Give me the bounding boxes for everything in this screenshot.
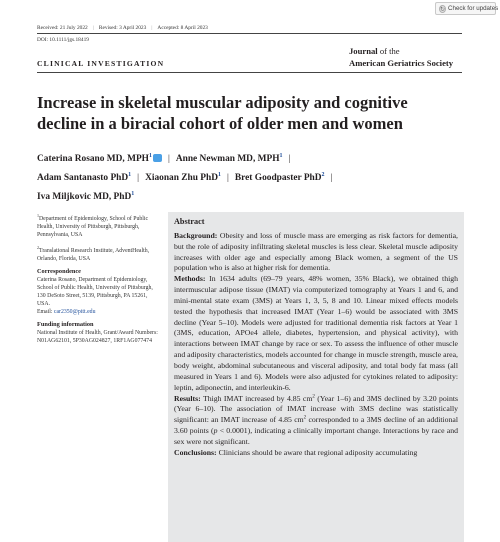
- results-p-value-symbol: p: [213, 426, 218, 436]
- email-label: Email:: [37, 308, 54, 315]
- article-sidebar: [37, 212, 159, 350]
- author-list: [37, 148, 457, 205]
- abstract-background: [174, 231, 458, 274]
- author-affiliation-sup: 1: [148, 153, 152, 159]
- results-text-1: Thigh IMAT increased by 4.85 cm: [202, 393, 313, 403]
- article-title: Increase in skeletal muscular adiposity and cognitive decline in a biracial cohort of older men and women: [37, 93, 408, 133]
- author-name: Iva Miljkovic MD, PhD: [37, 192, 132, 203]
- methods-text: In 1634 adults (69–79 years, 48% women, 35% Black), we obtained thigh intermuscular adipose tissue (IMAT) via computerized tomography at Years 1 and 6, and mini-mental state exam (3MS) at Years 1, 3, 5, 8 and 10. Linear mixed effects models tested the hypothesis that increased IMAT (Year 1–6) would be associated with 3MS decline (Year 5–10). Models were adjusted for traditional dementia risk factors at Year 1 (3MS, education, APOe4 allele, diabetes, hypertension, and physical activity), with interactions between IMAT change by race or sex. To assess the influence of other muscle and adiposity characteristics, models accounted for change in muscle strength, muscle area, body weight, abdominal subcutaneous and visceral adiposity, and total body fat mass (all measured in Years 1 and 6). Models were also adjusted for cytokines related to adiposity: leptin, adiponectin, and interleukin-6.: [174, 274, 458, 392]
- affiliation-1: [37, 212, 159, 239]
- results-label: Results:: [174, 393, 201, 403]
- article-dates: [37, 25, 208, 31]
- affiliation-2: [37, 244, 159, 263]
- affiliation-1-text: Department of Epidemiology, School of Public Health, University of Pittsburgh, Pittsburgh, Pennsylvania, USA: [37, 215, 149, 238]
- author-separator: |: [137, 173, 140, 184]
- correspondence-address: Caterina Rosano, Department of Epidemiology, School of Public Health, University of Pittsburgh, 130 DeSoto Street, 5139, Pittsburgh, PA 15261, USA.: [37, 276, 153, 307]
- author-separator: |: [330, 173, 333, 184]
- results-text-2: (Year 1–6) and 3MS declined by 3.20 points (Year 6–10). The association of IMAT increase with 3MS decline was statistically significant: an IMAT increase of 4.85 cm: [174, 393, 458, 425]
- affiliation-2-text: Translational Research Institute, AdventHealth, Orlando, Florida, USA: [37, 247, 150, 262]
- author[interactable]: [176, 154, 283, 164]
- author-separator: |: [227, 173, 229, 184]
- email-link[interactable]: car2350@pitt.edu: [53, 308, 96, 315]
- funding-text: National Institute of Health, Grant/Award Numbers: N01AG62101, 5P30AG024827, 1RF1AG077474: [37, 329, 158, 344]
- author-name: Xiaonan Zhu PhD: [145, 173, 219, 184]
- author[interactable]: [235, 173, 325, 183]
- author-name: Bret Goodpaster PhD: [234, 173, 322, 184]
- conclusions-label: Conclusions:: [174, 447, 217, 457]
- doi: DOI: 10.1111/jgs.18419: [37, 37, 89, 43]
- author-affiliation-sup: 1: [218, 172, 222, 179]
- author[interactable]: [37, 173, 131, 183]
- author-name: Anne Newman MD, MPH: [175, 154, 280, 165]
- funding-heading: Funding information: [37, 320, 94, 328]
- author-name: Caterina Rosano MD, MPH: [37, 154, 149, 165]
- author[interactable]: [37, 154, 162, 164]
- abstract-box: [168, 212, 464, 542]
- section-rule: [37, 72, 462, 73]
- author-separator: |: [167, 154, 170, 165]
- abstract-conclusions: [174, 448, 458, 459]
- results-text-3: corresponded to a 3MS decline of an additional 3.60 points (: [174, 415, 459, 436]
- author-separator: |: [288, 154, 291, 165]
- affiliation-1-sup: 1: [37, 213, 39, 218]
- abstract-results: [174, 394, 458, 448]
- accepted-date: Accepted: 8 April 2023: [157, 25, 208, 31]
- twitter-icon[interactable]: [153, 154, 162, 162]
- received-date: Received: 21 July 2022: [37, 25, 88, 31]
- background-text: Obesity and loss of muscle mass are emerging as risk factors for dementia, but the role of adiposity infiltrating skeletal muscles is less clear. Skeletal muscle adiposity increases with older age and especially among Black women, a segment of the US population who is also at higher risk for dementia.: [174, 230, 458, 273]
- author-affiliation-sup: 1: [128, 172, 132, 179]
- methods-label: Methods:: [174, 274, 206, 284]
- refresh-icon: ↻: [440, 6, 446, 13]
- author-affiliation-sup: 1: [131, 191, 135, 198]
- results-text-4: < 0.0001), indicating a clinically important change. Interactions by race and sex were not significant.: [174, 426, 458, 446]
- date-separator: |: [92, 25, 94, 31]
- author-affiliation-sup: 1: [279, 153, 283, 159]
- author-name: Adam Santanasto PhD: [37, 173, 129, 184]
- author-affiliation-sup: 2: [321, 172, 325, 179]
- correspondence-text: [37, 276, 159, 316]
- background-label: Background:: [174, 230, 218, 240]
- author[interactable]: [37, 192, 134, 202]
- header-rule: [37, 33, 462, 34]
- results-superscript-2: 2: [303, 415, 307, 421]
- journal-name-of: of the: [379, 46, 400, 56]
- check-for-updates-label: Check for updates: [448, 5, 499, 12]
- conclusions-text: Clinicians should be aware that regional adiposity accumulating: [218, 447, 418, 457]
- journal-name-word: Journal: [349, 46, 378, 56]
- journal-name-society: American Geriatrics Society: [349, 57, 454, 68]
- abstract-methods: [174, 274, 458, 393]
- author[interactable]: [145, 173, 221, 183]
- revised-date: Revised: 3 April 2023: [98, 25, 147, 31]
- correspondence-heading: Correspondence: [37, 267, 81, 275]
- abstract-heading: Abstract: [174, 217, 205, 226]
- date-separator: |: [151, 25, 153, 31]
- check-for-updates-button[interactable]: [435, 2, 499, 15]
- results-superscript-1: 2: [312, 393, 315, 399]
- affiliation-2-sup: 2: [37, 244, 39, 250]
- section-label: CLINICAL INVESTIGATION: [37, 59, 165, 68]
- journal-name: [349, 46, 453, 69]
